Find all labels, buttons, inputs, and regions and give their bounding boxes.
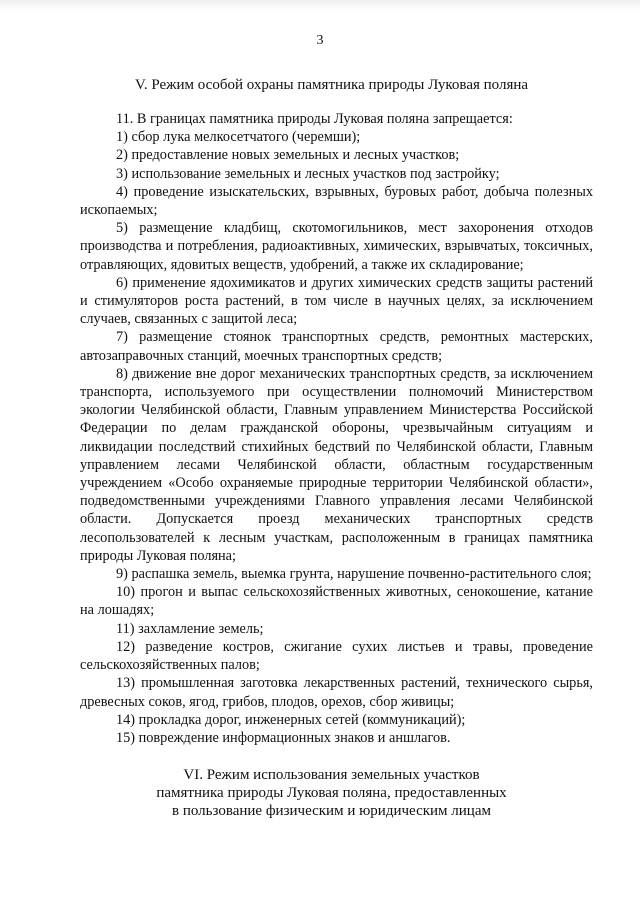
section-v-body — [80, 110, 593, 747]
list-item: 3) использование земельных и лесных участков под застройку; — [116, 165, 500, 182]
section-vi-heading-line: в пользование физическим и юридическим лицам — [172, 803, 491, 819]
section-vi-heading-line: памятника природы Луковая поляна, предоставленных — [156, 785, 507, 801]
list-item: 11) захламление земель; — [116, 620, 264, 637]
section-vi-heading-line: VI. Режим использования земельных участков — [183, 767, 480, 783]
list-item: 4) проведение изыскательских, взрывных, буровых работ, добыча полезных ископаемых; — [80, 183, 593, 219]
list-item: 14) прокладка дорог, инженерных сетей (коммуникаций); — [116, 711, 466, 728]
scan-edge — [0, 0, 640, 10]
section-v-heading: V. Режим особой охраны памятника природы Луковая поляна — [134, 77, 529, 93]
paragraph-intro: 11. В границах памятника природы Луковая поляна запрещается: — [116, 111, 513, 127]
list-item: 5) размещение кладбищ, скотомогильников, мест захоронения отходов производства и потребления, радиоактивных, химических, взрывчатых, токсичных, отравляющих, ядовитых веществ, удобрений, а также их складирование; — [80, 220, 593, 273]
list-item: 1) сбор лука мелкосетчатого (черемши); — [116, 129, 361, 146]
section-vi-heading — [80, 766, 583, 820]
page-number: 3 — [316, 33, 324, 48]
list-item: 9) распашка земель, выемка грунта, нарушение почвенно-растительного слоя; — [116, 566, 592, 583]
list-item: 8) движение вне дорог механических транспортных средств, за исключением транспорта, используемого при осуществлении полномочий Министерством экологии Челябинской области, Главным управлением Министерства Российской Федерации по делам гражданской обороны, чрезвычайным ситуациям и ликвидации последствий стихийных бедствий по Челябинской области, Главным управлением лесами Челябинской области, областным государственным учреждением «Особо охраняемые природные территории Челябинской области», подведомственными учреждениями Главного управления лесами Челябинской области. Допускается проезд механических транспортных средств лесопользователей к лесным участкам, расположенным в границах памятника природы Луковая поляна; — [80, 365, 593, 564]
list-item: 6) применение ядохимикатов и других химических средств защиты растений и стимуляторов роста растений, в том числе в научных целях, за исключением случаев, связанных с защитой леса; — [80, 274, 593, 328]
list-item: 12) разведение костров, сжигание сухих листьев и травы, проведение сельскохозяйственных палов; — [80, 638, 593, 674]
list-item: 10) прогон и выпас сельскохозяйственных животных, сенокошение, катание на лошадях; — [80, 584, 593, 619]
list-item: 13) промышленная заготовка лекарственных растений, технического сырья, древесных соков, ягод, грибов, плодов, орехов, сбор живицы; — [80, 675, 593, 710]
list-item: 15) повреждение информационных знаков и аншлагов. — [116, 729, 451, 746]
list-item: 2) предоставление новых земельных и лесных участков; — [116, 147, 460, 164]
list-item: 7) размещение стоянок транспортных средств, ремонтных мастерских, автозаправочных станций, моечных транспортных средств; — [80, 329, 593, 364]
